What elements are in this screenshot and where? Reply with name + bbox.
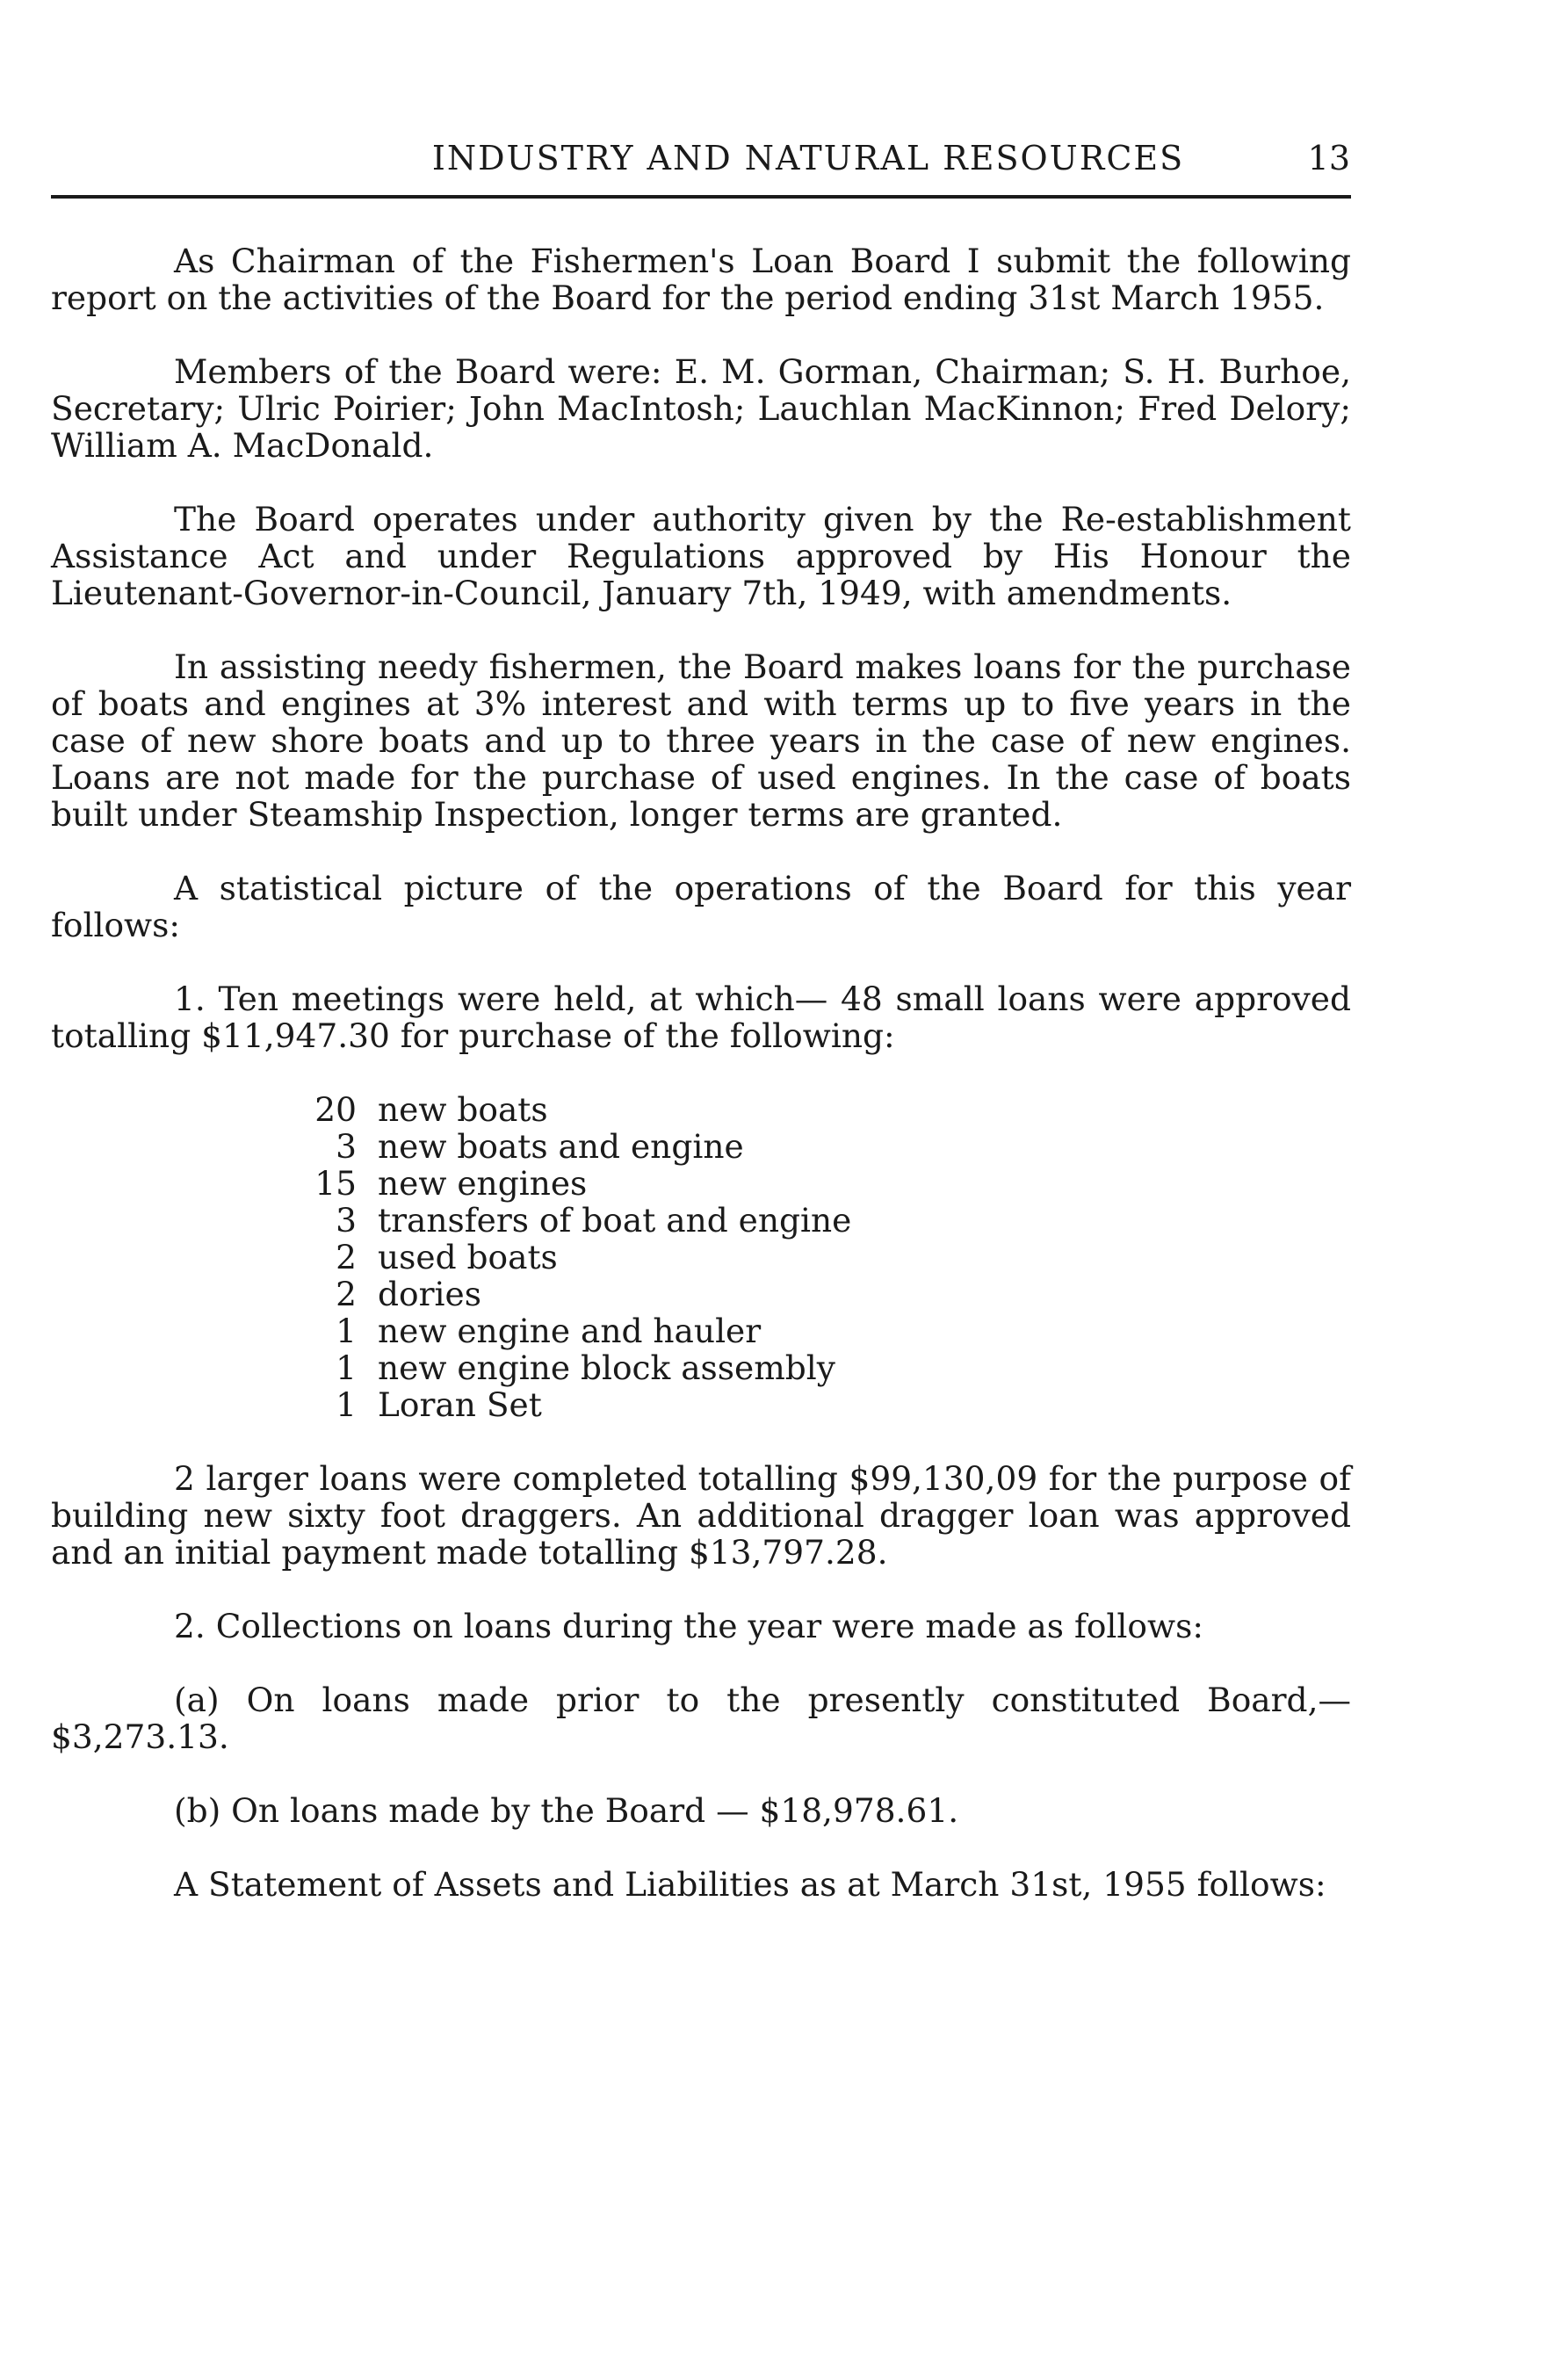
- list-item: [262, 1312, 1351, 1349]
- item-description: new engines: [378, 1164, 588, 1203]
- item-quantity: 1: [336, 1348, 357, 1387]
- item-quantity: 3: [336, 1201, 357, 1240]
- paragraph-chairman-report: As Chairman of the Fishermen's Loan Board I submit the following report on the activities of the Board for the period ending 31st March 1955.: [51, 242, 1351, 317]
- header-rule: [51, 195, 1351, 199]
- paragraph-loan-terms: In assisting needy fishermen, the Board makes loans for the purchase of boats and engines at 3% interest and with terms up to five years in the case of new shore boats and up to three years in the case of new engines. Loans are not made for the purchase of used engines. In the case of boats built under Steamship Inspection, longer terms are granted.: [51, 647, 1351, 834]
- item-quantity: 3: [336, 1127, 357, 1166]
- list-item: [262, 1239, 1351, 1276]
- paragraph-collections: 2. Collections on loans during the year were made as follows:: [174, 1607, 1203, 1645]
- item-description: used boats: [378, 1238, 558, 1276]
- paragraph-meetings: 1. Ten meetings were held, at which— 48 small loans were approved totalling $11,947.30 for purchase of the following:: [51, 980, 1351, 1055]
- paragraph-collections-a: (a) On loans made prior to the presently constituted Board,— $3,273.13.: [51, 1681, 1351, 1756]
- paragraph-board-members: Members of the Board were: E. M. Gorman, Chairman; S. H. Burhoe, Secretary; Ulric Poirier; John MacIntosh; Lauchlan MacKinnon; Fred Delory; William A. MacDonald.: [51, 352, 1351, 465]
- paragraph-authority: The Board operates under authority given by the Re-establishment Assistance Act and under Regulations approved by His Honour the Lieutenant-Governor-in-Council, January 7th, 1949, with amendments.: [51, 500, 1351, 612]
- item-description: Loran Set: [378, 1385, 542, 1424]
- item-quantity: 1: [336, 1385, 357, 1424]
- item-quantity: 2: [336, 1238, 357, 1276]
- item-description: transfers of boat and engine: [378, 1201, 852, 1240]
- item-description: new boats and engine: [378, 1127, 744, 1166]
- list-item: [262, 1165, 1351, 1202]
- page-number: 13: [1307, 139, 1350, 177]
- list-item: [262, 1128, 1351, 1165]
- purchase-list: [51, 1091, 1351, 1423]
- list-item: [262, 1091, 1351, 1128]
- item-quantity: 1: [336, 1312, 357, 1350]
- list-item: [262, 1349, 1351, 1386]
- body-text: [51, 242, 1351, 1940]
- item-quantity: 2: [336, 1275, 357, 1313]
- item-quantity: 15: [314, 1164, 357, 1203]
- list-item: [262, 1276, 1351, 1312]
- item-quantity: 20: [314, 1090, 357, 1129]
- paragraph-statement-intro: A Statement of Assets and Liabilities as at March 31st, 1955 follows:: [174, 1865, 1326, 1904]
- paragraph-larger-loans: 2 larger loans were completed totalling $99,130,09 for the purpose of building new sixty foot draggers. An additional dragger loan was approved and an initial payment made totalling $13,797.28.: [51, 1459, 1351, 1572]
- paragraph-collections-b: (b) On loans made by the Board — $18,978.61.: [174, 1791, 959, 1830]
- list-item: [262, 1202, 1351, 1239]
- paragraph-statistical-intro: A statistical picture of the operations of the Board for this year follows:: [51, 869, 1351, 944]
- item-description: new engine and hauler: [378, 1312, 762, 1350]
- item-description: new boats: [378, 1090, 548, 1129]
- item-description: new engine block assembly: [378, 1348, 835, 1387]
- running-head: INDUSTRY AND NATURAL RESOURCES: [431, 139, 1185, 177]
- list-item: [262, 1386, 1351, 1423]
- item-description: dories: [378, 1275, 481, 1313]
